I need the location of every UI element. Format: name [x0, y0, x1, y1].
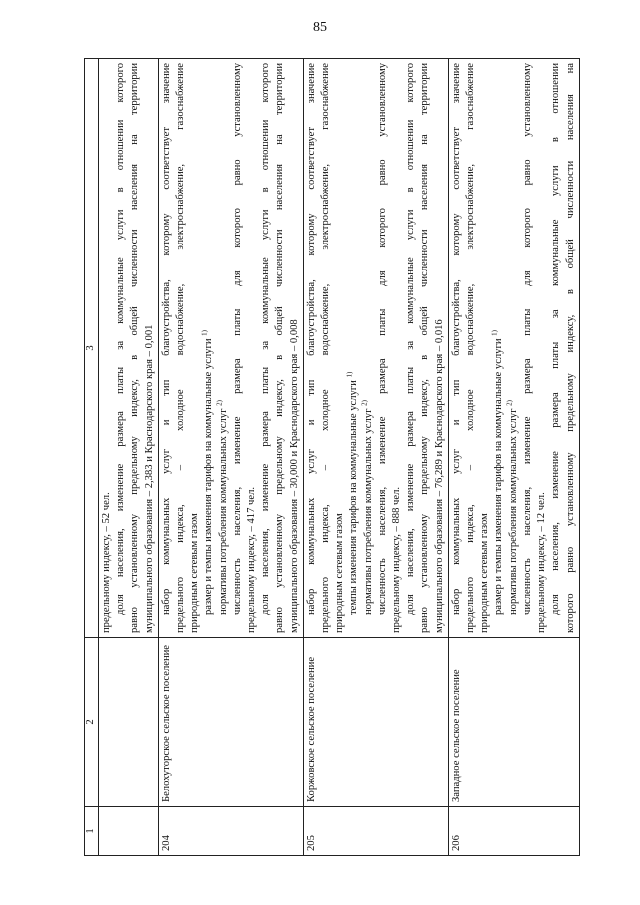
table-row: [448, 59, 579, 856]
rotated-table-wrapper: [84, 63, 576, 856]
text-line: предельному индексу, – 417 чел.: [246, 486, 258, 633]
header-col-2: 2: [85, 638, 99, 807]
data-table: [84, 58, 580, 856]
cell-empty: [99, 807, 159, 856]
text-line: равно установленному предельному индексу, в общей численности населения на территории: [274, 63, 286, 633]
row-number: 206: [448, 807, 579, 856]
row-details: [303, 59, 448, 638]
settlement-name: Белохуторское сельское поселение: [158, 638, 303, 807]
footnote-mark: 2): [505, 400, 514, 406]
text-line: [202, 63, 216, 633]
text-line: муниципального образования – 2,383 и Краснодарского края – 0,001: [143, 324, 155, 633]
text-line: [347, 63, 361, 633]
table-row-continuation: [99, 59, 159, 856]
rotated-table-content: [84, 63, 576, 856]
row-number: 204: [158, 807, 303, 856]
table-row: [158, 59, 303, 856]
text-line: природным сетевым газом: [189, 513, 201, 633]
text-line: [362, 63, 376, 633]
footnote-mark: 1): [200, 330, 209, 336]
tariff-text: размер и темпы изменения тарифов на коммунальные услуги: [203, 338, 215, 615]
text-line: природным сетевым газом: [479, 513, 491, 633]
text-line: набор коммунальных услуг и тип благоустройства, которому соответствует значение: [450, 63, 462, 615]
settlement-name: Коржовское сельское поселение: [303, 638, 448, 807]
row-details: [448, 59, 579, 638]
table-row: [303, 59, 448, 856]
header-col-1: 1: [85, 807, 99, 856]
text-line: доля населения, изменение размера платы за коммунальные услуги в отношении которого: [260, 63, 272, 615]
text-line: предельного индекса, – холодное водоснабжение, электроснабжение, газоснабжение: [320, 63, 332, 633]
text-line: предельному индексу, – 888 чел.: [391, 486, 403, 633]
cell-empty: [99, 638, 159, 807]
row-details: [158, 59, 303, 638]
text-line: природным сетевым газом: [334, 513, 346, 633]
text-line: которого равно установленному предельному индексу, в общей численности населения на: [564, 63, 576, 633]
text-line: численность населения, изменение размера платы для которого равно установленному: [521, 63, 533, 615]
tariff-text: размер и темпы изменения тарифов на коммунальные услуги: [493, 338, 505, 615]
text-line: численность населения, изменение размера платы для которого равно установленному: [231, 63, 243, 615]
footnote-mark: 2): [215, 400, 224, 406]
continuation-text: [99, 59, 159, 638]
text-line: доля населения, изменение размера платы за коммунальные услуги в отношении которого: [115, 63, 127, 615]
text-line: муниципального образования – 76,289 и Краснодарского края – 0,016: [433, 319, 445, 633]
text-line: муниципального образования – 30,000 и Краснодарского края – 0,008: [288, 319, 300, 633]
text-line: [217, 63, 231, 633]
page-number: 85: [313, 20, 327, 35]
tariff-text: темпы изменения тарифов на коммунальные услуги: [348, 380, 360, 615]
row-number: 205: [303, 807, 448, 856]
text-line: предельного индекса, – холодное водоснабжение, электроснабжение, газоснабжение: [465, 63, 477, 633]
text-line: набор коммунальных услуг и тип благоустройства, которому соответствует значение: [160, 63, 172, 615]
text-line: [507, 63, 521, 633]
text-line: набор коммунальных услуг и тип благоустройства, которому соответствует значение: [305, 63, 317, 615]
text-line: доля населения, изменение размера платы за коммунальные услуги в отношении которого: [405, 63, 417, 615]
footnote-mark: 1): [345, 371, 354, 378]
footnote-mark: 1): [490, 330, 499, 336]
text-line: предельного индекса, – холодное водоснабжение, электроснабжение, газоснабжение: [175, 63, 187, 633]
text-line: [492, 63, 506, 633]
text-line: равно установленному предельному индексу, в общей численности населения на территории: [419, 63, 431, 633]
text-line: предельному индексу, – 12 чел.: [536, 492, 548, 633]
footnote-mark: 2): [360, 400, 369, 406]
text-line: доля населения, изменение размера платы за коммунальные услуги в отношении: [550, 63, 562, 615]
settlement-name: Западное сельское поселение: [448, 638, 579, 807]
text-line: численность населения, изменение размера платы для которого равно установленному: [376, 63, 388, 615]
text-line: равно установленному предельному индексу, в общей численности населения на территории: [129, 63, 141, 633]
table-header-row: [85, 59, 99, 856]
text-line: предельному индексу, – 52 чел.: [101, 492, 112, 633]
norm-text: нормативы потребления коммунальных услуг: [362, 408, 374, 615]
header-col-3: 3: [85, 59, 99, 638]
norm-text: нормативы потребления коммунальных услуг: [217, 408, 229, 615]
norm-text: нормативы потребления коммунальных услуг: [507, 408, 519, 615]
